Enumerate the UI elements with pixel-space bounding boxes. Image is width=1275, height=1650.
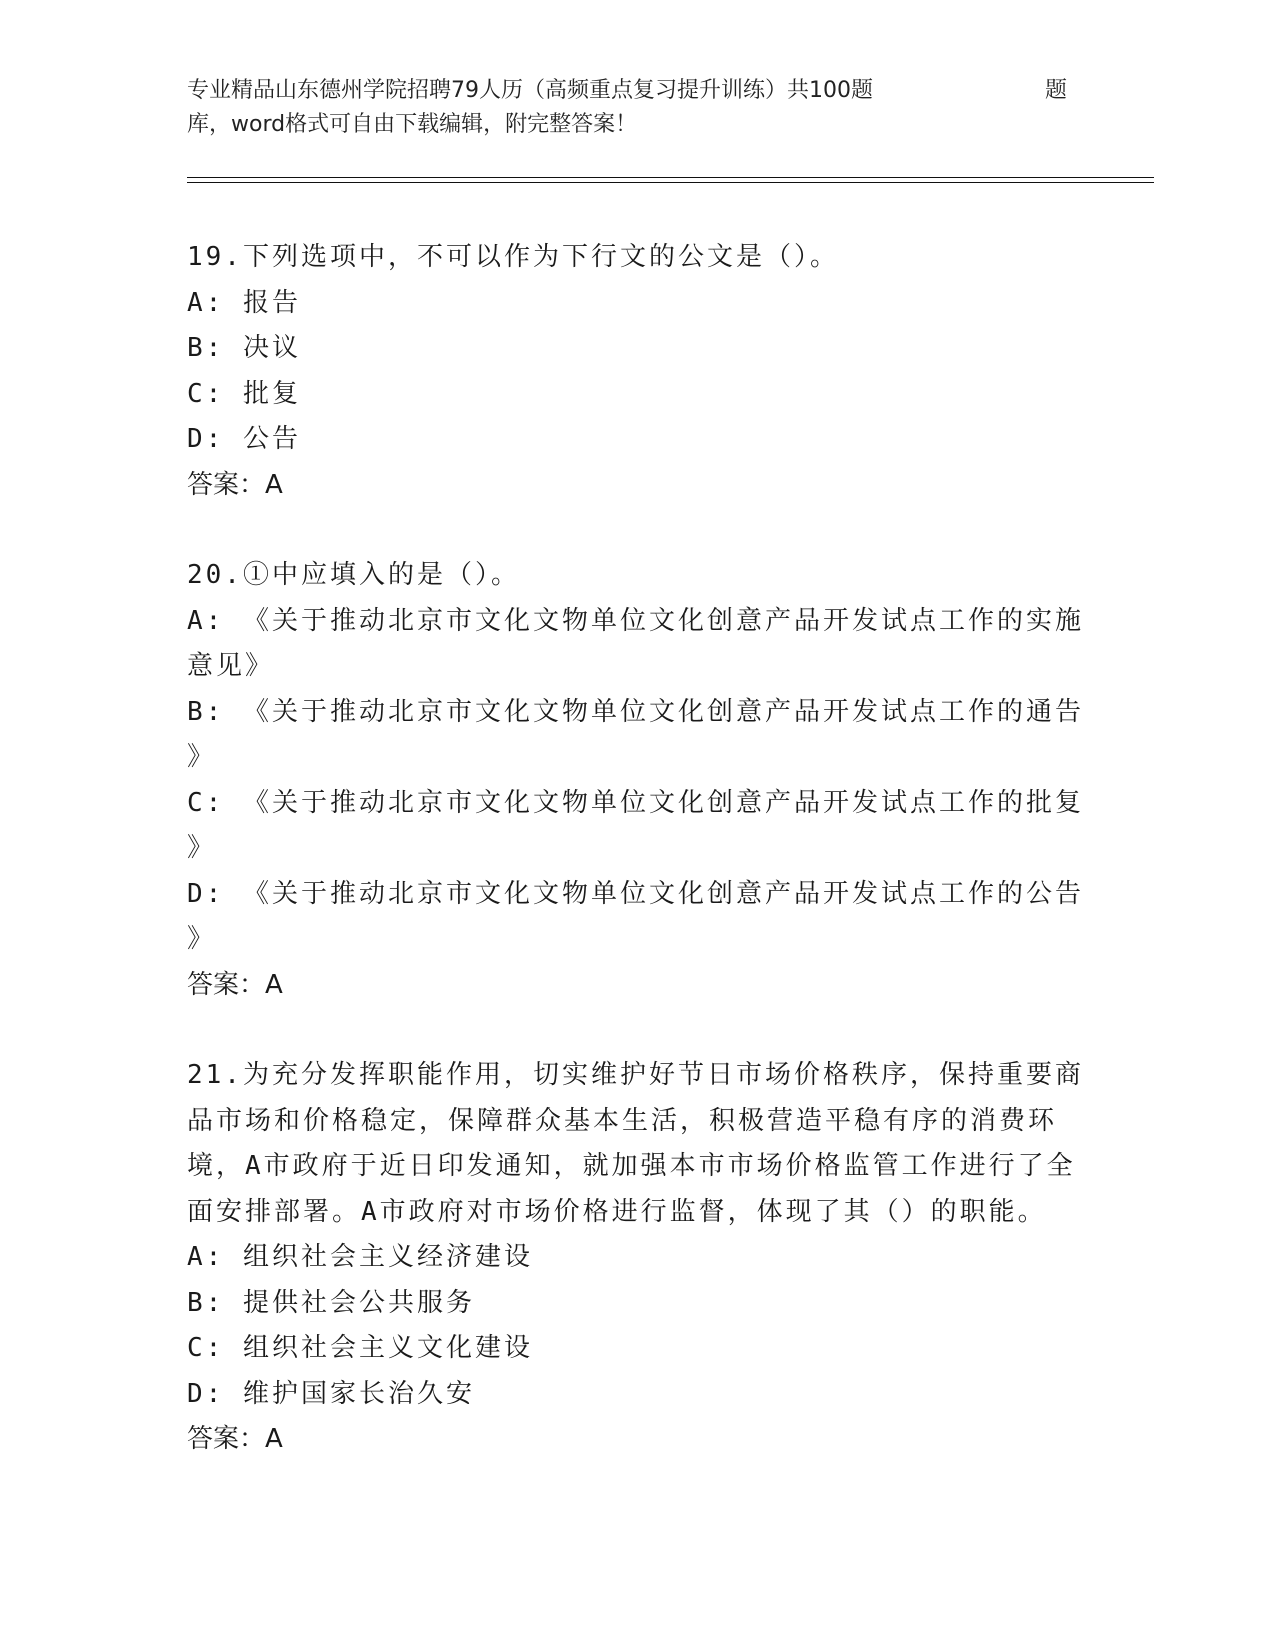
header-line-1 — [187, 74, 1067, 108]
answer: 答案：A — [187, 969, 283, 1000]
question-19 — [187, 235, 1087, 508]
option-c-continued: 》 — [187, 833, 217, 863]
option-b-continued: 》 — [187, 742, 217, 772]
question-stem: 20.①中应填入的是（）。 — [187, 560, 520, 590]
option-b: B: 提供社会公共服务 — [187, 1287, 475, 1318]
answer: 答案：A — [187, 1424, 283, 1454]
question-stem: 19.下列选项中，不可以作为下行文的公文是（）。 — [187, 242, 839, 272]
option-d: D: 《关于推动北京市文化文物单位文化创意产品开发试点工作的公告 — [187, 878, 1084, 909]
question-stem-line-3: 境，A市政府于近日印发通知，就加强本市市场价格监管工作进行了全 — [187, 1151, 1076, 1181]
question-21 — [187, 1053, 1087, 1463]
option-a: A: 《关于推动北京市文化文物单位文化创意产品开发试点工作的实施 — [187, 605, 1084, 636]
option-c: C: 《关于推动北京市文化文物单位文化创意产品开发试点工作的批复 — [187, 787, 1084, 818]
header-line-2: 库，word格式可自由下载编辑，附完整答案！ — [187, 112, 638, 137]
question-stem-line-2: 品市场和价格稳定，保障群众基本生活，积极营造平稳有序的消费环 — [187, 1105, 1058, 1136]
question-20 — [187, 553, 1087, 1008]
answer: 答案：A — [187, 469, 283, 500]
header-title: 专业精品山东德州学院招聘79人历（高频重点复习提升训练）共100题 — [187, 78, 873, 103]
option-c: C: 批复 — [187, 378, 301, 409]
option-a: A: 报告 — [187, 287, 301, 318]
option-a: A: 组织社会主义经济建设 — [187, 1242, 533, 1272]
option-d-continued: 》 — [187, 924, 217, 954]
option-b: B: 决议 — [187, 333, 301, 363]
option-d: D: 维护国家长治久安 — [187, 1378, 475, 1409]
header-divider-bottom — [187, 182, 1154, 183]
option-d: D: 公告 — [187, 424, 301, 454]
header-title-wrap: 题 — [1045, 78, 1068, 103]
document-header — [187, 74, 1067, 142]
question-stem-line-1: 21.为充分发挥职能作用，切实维护好节日市场价格秩序，保持重要商 — [187, 1060, 1084, 1090]
header-divider-top — [187, 177, 1154, 178]
option-a-continued: 意见》 — [187, 651, 275, 681]
option-b: B: 《关于推动北京市文化文物单位文化创意产品开发试点工作的通告 — [187, 696, 1084, 727]
option-c: C: 组织社会主义文化建设 — [187, 1333, 533, 1363]
question-stem-line-4: 面安排部署。A市政府对市场价格进行监督，体现了其（）的职能。 — [187, 1196, 1047, 1227]
